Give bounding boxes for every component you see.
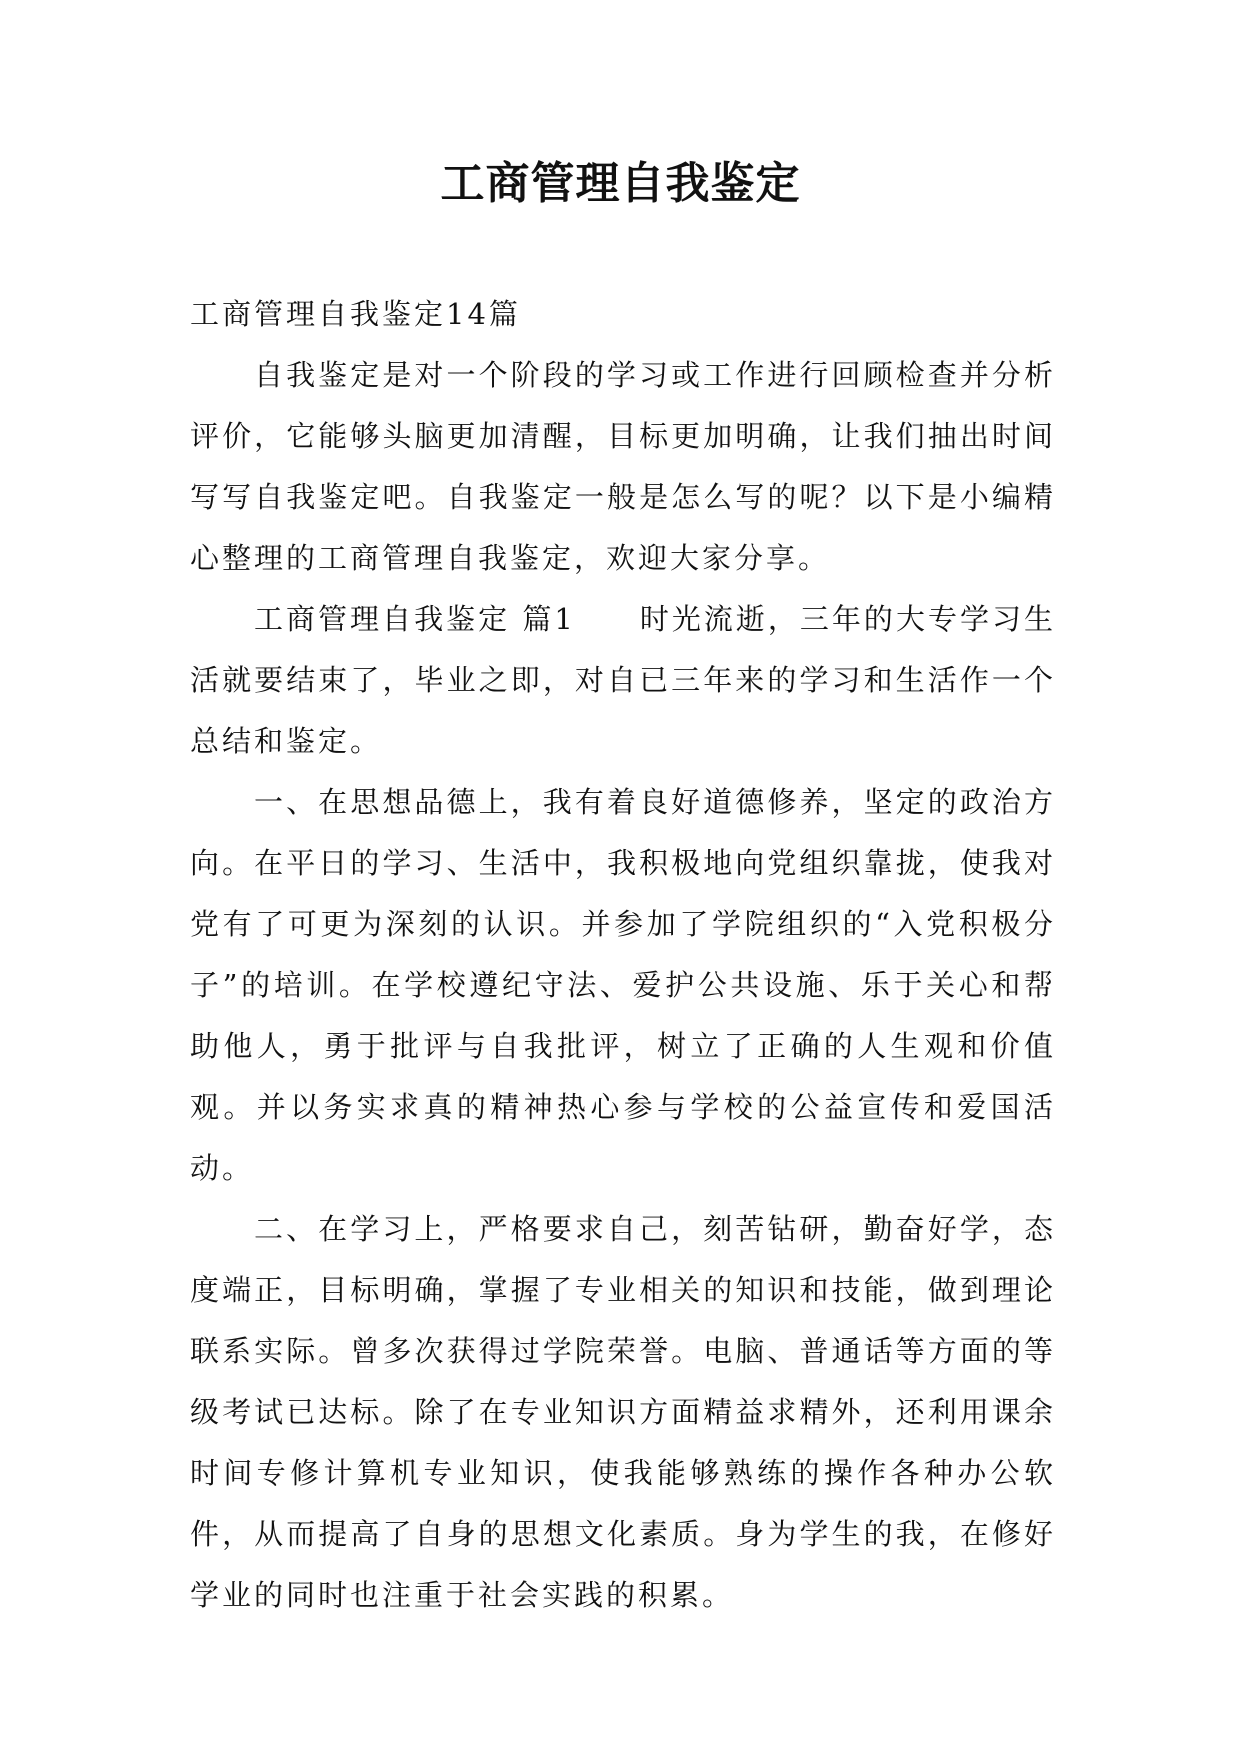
document-title: 工商管理自我鉴定	[440, 158, 801, 209]
document-body	[190, 284, 1056, 1626]
paragraph-intro: 自我鉴定是对一个阶段的学习或工作进行回顾检查并分析评价，它能够头脑更加清醒，目标更加明确，让我们抽出时间写写自我鉴定吧。自我鉴定一般是怎么写的呢？以下是小编精心整理的工商管理自我鉴定，欢迎大家分享。	[190, 358, 1056, 575]
paragraph-ideology: 一、在思想品德上，我有着良好道德修养，坚定的政治方向。在平日的学习、生活中，我积极地向党组织靠拢，使我对党有了可更为深刻的认识。并参加了学院组织的“入党积极分子”的培训。在学校遵纪守法、爱护公共设施、乐于关心和帮助他人，勇于批评与自我批评，树立了正确的人生观和价值观。并以务实求真的精神热心参与学校的公益宣传和爱国活动。	[190, 785, 1056, 1185]
paragraph-section-1: 工商管理自我鉴定 篇1 时光流逝，三年的大专学习生活就要结束了，毕业之即，对自已三年来的学习和生活作一个总结和鉴定。	[190, 602, 1056, 758]
paragraph-study: 二、在学习上，严格要求自己，刻苦钻研，勤奋好学，态度端正，目标明确，掌握了专业相关的知识和技能，做到理论联系实际。曾多次获得过学院荣誉。电脑、普通话等方面的等级考试已达标。除了在专业知识方面精益求精外，还利用课余时间专修计算机专业知识，使我能够熟练的操作各种办公软件，从而提高了自身的思想文化素质。身为学生的我，在修好学业的同时也注重于社会实践的积累。	[190, 1212, 1056, 1612]
document-subtitle: 工商管理自我鉴定14篇	[190, 297, 521, 331]
